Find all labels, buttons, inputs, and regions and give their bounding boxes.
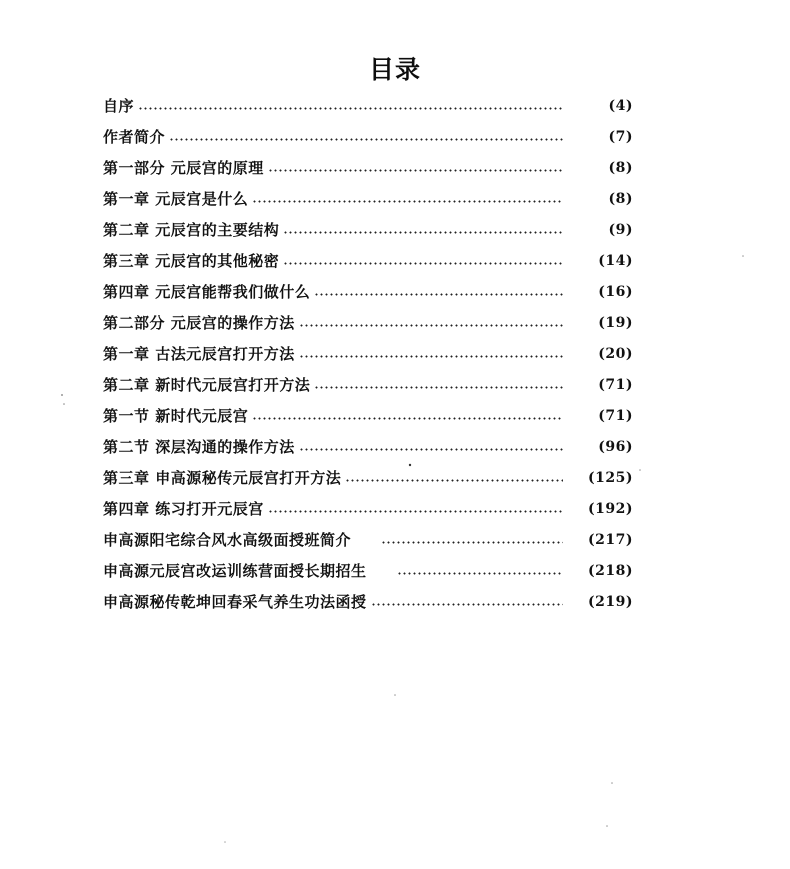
entry-label: 自序 <box>103 97 135 115</box>
entry-label: 作者简介 <box>103 128 166 146</box>
dot-leader <box>371 603 563 606</box>
toc-entry <box>103 369 643 400</box>
entry-label: 第一部分 元辰宫的原理 <box>103 159 264 177</box>
entry-page-number: (96) <box>598 438 633 455</box>
entry-label: 第四章 练习打开元辰宫 <box>103 500 264 518</box>
toc-entry <box>103 183 643 214</box>
entry-label: 第一章 元辰宫是什么 <box>103 190 249 208</box>
entry-label: 第二部分 元辰宫的操作方法 <box>103 314 295 332</box>
toc-entry <box>103 276 643 307</box>
entry-label: 第二节 深层沟通的操作方法 <box>103 438 295 456</box>
entry-label: 第三章 申高源秘传元辰宫打开方法 <box>103 469 342 487</box>
entry-page-number: (219) <box>588 593 633 610</box>
dot-leader <box>252 417 563 420</box>
entry-page-number: (192) <box>588 500 633 517</box>
dot-leader <box>381 541 563 544</box>
toc-entry <box>103 586 643 617</box>
toc-entry <box>103 307 643 338</box>
entry-label: 申高源秘传乾坤回春采气养生功法函授 <box>103 593 367 611</box>
toc-entry <box>103 90 643 121</box>
entry-page-number: (20) <box>598 345 633 362</box>
toc-entry <box>103 245 643 276</box>
entry-page-number: (8) <box>608 190 633 207</box>
toc-entry <box>103 214 643 245</box>
toc-entry <box>103 555 643 586</box>
entry-page-number: (71) <box>598 376 633 393</box>
entry-page-number: (16) <box>598 283 633 300</box>
entry-page-number: (217) <box>588 531 633 548</box>
dot-leader <box>169 138 563 141</box>
entry-page-number: (218) <box>588 562 633 579</box>
entry-page-number: (71) <box>598 407 633 424</box>
table-of-contents <box>103 90 643 617</box>
toc-entry <box>103 121 643 152</box>
toc-entry <box>103 493 643 524</box>
toc-entry <box>103 524 643 555</box>
entry-page-number: (7) <box>608 128 633 145</box>
entry-label: 申高源阳宅综合风水高级面授班简介 <box>103 531 352 549</box>
dot-leader <box>268 510 563 513</box>
dot-leader <box>314 293 563 296</box>
entry-page-number: (8) <box>608 159 633 176</box>
entry-page-number: (125) <box>588 469 633 486</box>
toc-entry <box>103 400 643 431</box>
entry-label: 第二章 新时代元辰宫打开方法 <box>103 376 311 394</box>
dot-leader <box>299 324 563 327</box>
entry-page-number: (19) <box>598 314 633 331</box>
entry-label: 第三章 元辰宫的其他秘密 <box>103 252 280 270</box>
toc-entry <box>103 462 643 493</box>
dot-leader <box>345 479 563 482</box>
toc-entry <box>103 152 643 183</box>
entry-page-number: (14) <box>598 252 633 269</box>
entry-label: 第一节 新时代元辰宫 <box>103 407 249 425</box>
entry-label: 第一章 古法元辰宫打开方法 <box>103 345 295 363</box>
dot-leader <box>283 262 563 265</box>
dot-leader <box>138 107 563 110</box>
dot-leader <box>299 448 563 451</box>
dot-leader <box>299 355 563 358</box>
dot-leader <box>283 231 563 234</box>
entry-label: 第二章 元辰宫的主要结构 <box>103 221 280 239</box>
dot-leader <box>314 386 563 389</box>
toc-entry <box>103 338 643 369</box>
dot-leader <box>252 200 563 203</box>
entry-page-number: (9) <box>608 221 633 238</box>
dot-leader <box>397 572 563 575</box>
page-title: 目录 <box>368 55 421 84</box>
entry-page-number: (4) <box>608 97 633 114</box>
dot-leader <box>268 169 563 172</box>
entry-label: 申高源元辰宫改运训练营面授长期招生 <box>103 562 367 580</box>
toc-entry <box>103 431 643 462</box>
entry-label: 第四章 元辰宫能帮我们做什么 <box>103 283 311 301</box>
